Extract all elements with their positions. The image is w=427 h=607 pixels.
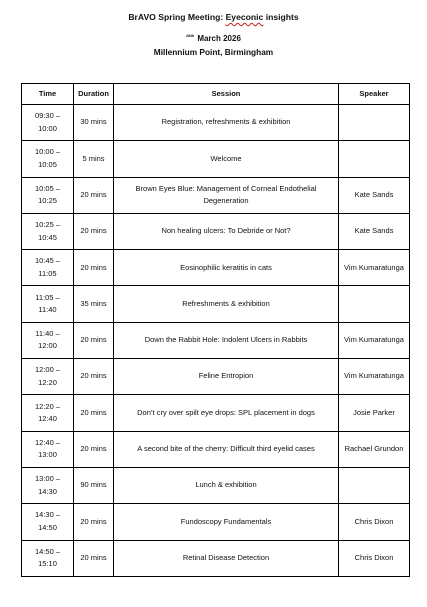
time-text: 09:30 – 10:00 [34,111,61,133]
table-row [22,250,410,286]
column-header-time: Time [22,84,74,105]
table-header-row [22,84,410,105]
speaker-cell: Rachael Grundon [339,431,410,467]
time-text: 13:00 – 14:30 [34,474,61,496]
session-cell: Eosinophilic keratitis in cats [114,250,339,286]
duration-cell: 20 mins [74,504,114,540]
session-cell: Non healing ulcers: To Debride or Not? [114,213,339,249]
time-cell [22,540,74,576]
session-cell: Retinal Disease Detection [114,540,339,576]
meeting-venue: Millennium Point, Birmingham [153,47,274,57]
title-prefix: BrAVO Spring Meeting: [128,12,226,22]
time-cell [22,395,74,431]
time-cell [22,359,74,395]
table-row [22,540,410,576]
session-cell: Brown Eyes Blue: Management of Corneal Endothelial Degeneration [114,177,339,213]
date-text: March 2026 [197,34,241,43]
speaker-cell: Vim Kumaratunga [339,250,410,286]
time-cell [22,250,74,286]
time-text: 12:20 – 12:40 [34,401,61,424]
duration-cell: 90 mins [74,467,114,503]
table-row [22,177,410,213]
table-row [22,322,410,358]
table-row [22,141,410,177]
table-row [22,504,410,540]
time-cell [22,504,74,540]
column-header-duration: Duration [74,84,114,105]
meeting-title [0,12,427,23]
schedule-table [21,83,410,577]
table-row [22,286,410,322]
time-cell [22,467,74,503]
meeting-date [0,30,427,44]
speaker-cell: Vim Kumaratunga [339,322,410,358]
column-header-speaker: Speaker [339,84,410,105]
time-cell [22,141,74,177]
time-text: 14:30 – 14:50 [34,510,61,532]
time-text: 10:45 – 11:05 [34,256,61,278]
speaker-cell: Chris Dixon [339,540,410,576]
speaker-cell [339,105,410,141]
time-text: 10:05 – 10:25 [34,183,61,206]
time-text: 12:00 – 12:20 [34,365,61,387]
speaker-cell [339,286,410,322]
speaker-cell: Vim Kumaratunga [339,359,410,395]
session-cell: Fundoscopy Fundamentals [114,504,339,540]
duration-cell: 35 mins [74,286,114,322]
duration-cell: 20 mins [74,359,114,395]
session-cell: Lunch & exhibition [114,467,339,503]
table-row [22,431,410,467]
time-text: 10:25 – 10:45 [34,220,61,242]
duration-cell: 20 mins [74,431,114,467]
session-cell: A second bite of the cherry: Difficult third eyelid cases [114,431,339,467]
time-cell [22,177,74,213]
session-cell: Refreshments & exhibition [114,286,339,322]
column-header-session: Session [114,84,339,105]
title-misspelled-word: Eyeconic [225,12,264,22]
table-row [22,213,410,249]
duration-cell: 5 mins [74,141,114,177]
time-cell [22,322,74,358]
time-text: 10:00 – 10:05 [34,147,61,169]
time-cell [22,213,74,249]
time-text: 11:40 – 12:00 [35,328,60,351]
session-cell: Feline Entropion [114,359,339,395]
time-text: 14:50 – 15:10 [34,546,61,569]
time-cell [22,431,74,467]
duration-cell: 20 mins [74,213,114,249]
duration-cell: 20 mins [74,250,114,286]
session-cell: Registration, refreshments & exhibition [114,105,339,141]
time-cell [22,105,74,141]
speaker-cell: Josie Parker [339,395,410,431]
table-row [22,105,410,141]
duration-cell: 20 mins [74,540,114,576]
duration-cell: 20 mins [74,322,114,358]
title-suffix: insights [263,12,299,22]
speaker-cell: Chris Dixon [339,504,410,540]
speaker-cell: Kate Sands [339,177,410,213]
table-row [22,359,410,395]
time-text: 11:05 – 11:40 [35,292,60,315]
time-cell [22,286,74,322]
duration-cell: 30 mins [74,105,114,141]
speaker-cell [339,141,410,177]
table-row [22,395,410,431]
table-row [22,467,410,503]
session-cell: Don’t cry over spilt eye drops: SPL placement in dogs [114,395,339,431]
speaker-cell [339,467,410,503]
duration-cell: 20 mins [74,395,114,431]
time-text: 12:40 – 13:00 [34,437,61,460]
session-cell: Down the Rabbit Hole: Indolent Ulcers in Rabbits [114,322,339,358]
session-cell: Welcome [114,141,339,177]
date-superscript: 28th [186,33,195,38]
speaker-cell: Kate Sands [339,213,410,249]
duration-cell: 20 mins [74,177,114,213]
